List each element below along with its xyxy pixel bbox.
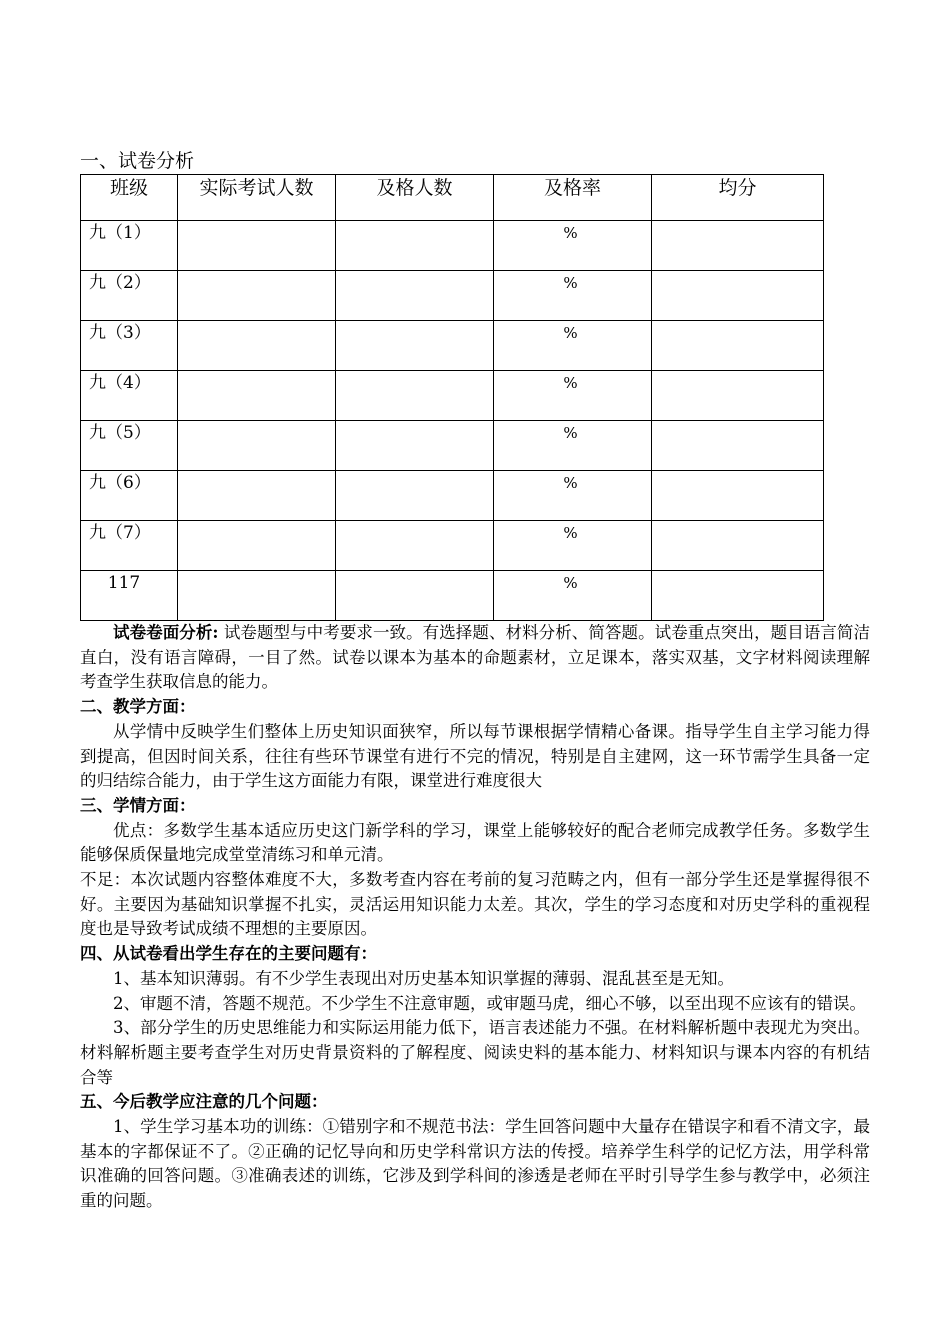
average-cell: [652, 271, 824, 321]
class-cell: 九（7）: [81, 521, 178, 571]
future-paragraph: 1、学生学习基本功的训练：①错别字和不规范书法：学生回答问题中大量存在错误字和看不清文字，最基本的字都保证不了。②正确的记忆导向和历史学科常识方法的传授。培养学生科学的记忆方法，用学科常识准确的回答问题。③准确表述的训练，它涉及到学科间的渗透是老师在平时引导学生参与教学中，必须注重的问题。: [80, 1117, 870, 1211]
table-row: [81, 421, 824, 471]
pass-count-cell: [336, 421, 494, 471]
pass-rate-cell: %: [494, 471, 652, 521]
pass-count-cell: [336, 521, 494, 571]
problem-item: 3、部分学生的历史思维能力和实际运用能力低下，语言表述能力不强。在材料解析题中表现尤为突出。材料解析题主要考查学生对历史背景资料的了解程度、阅读史料的基本能力、材料知识与课本内容的有机结合等: [80, 1018, 870, 1087]
table-row: [81, 271, 824, 321]
pass-rate-cell: %: [494, 571, 652, 621]
actual-count-cell: [178, 271, 336, 321]
actual-count-cell: [178, 421, 336, 471]
problem-item: 1、基本知识薄弱。有不少学生表现出对历史基本知识掌握的薄弱、混乱甚至是无知。: [113, 968, 734, 988]
document-page: [80, 148, 870, 1214]
average-cell: [652, 321, 824, 371]
score-table: [80, 174, 824, 621]
pass-count-cell: [336, 221, 494, 271]
class-cell: 九（5）: [81, 421, 178, 471]
teaching-paragraph: 从学情中反映学生们整体上历史知识面狭窄，所以每节课根据学情精心备课。指导学生自主学习能力得到提高，但因时间关系，往往有些环节课堂有进行不完的情况，特别是自主建网，这一环节需学生具备一定的归结综合能力，由于学生这方面能力有限，课堂进行难度很大: [80, 721, 870, 791]
actual-count-cell: [178, 221, 336, 271]
report-body: [80, 621, 870, 1214]
section-title-future: 五、今后教学应注意的几个问题：: [80, 1092, 328, 1112]
average-cell: [652, 571, 824, 621]
table-header-row: [81, 175, 824, 221]
pass-count-cell: [336, 321, 494, 371]
pass-rate-cell: %: [494, 221, 652, 271]
pass-rate-cell: %: [494, 371, 652, 421]
class-cell: 九（2）: [81, 271, 178, 321]
header-actual-count: 实际考试人数: [178, 175, 336, 221]
table-row: [81, 371, 824, 421]
problem-item: 2、审题不清，答题不规范。不少学生不注意审题，或审题马虎，细心不够，以至出现不应该有的错误。: [113, 993, 866, 1013]
pass-rate-cell: %: [494, 271, 652, 321]
section-title-exam-analysis: 一、试卷分析: [80, 150, 195, 172]
class-cell: 九（4）: [81, 371, 178, 421]
learning-weaknesses-paragraph: 不足：本次试题内容整体难度不大，多数考查内容在考前的复习范畴之内，但有一部分学生还是掌握得很不好。主要因为基础知识掌握不扎实，灵活运用知识能力太差。其次，学生的学习态度和对历史学科的重视程度也是导致考试成绩不理想的主要原因。: [80, 870, 870, 939]
actual-count-cell: [178, 571, 336, 621]
table-row: [81, 521, 824, 571]
learning-strengths-paragraph: 优点：多数学生基本适应历史这门新学科的学习，课堂上能够较好的配合老师完成教学任务。多数学生能够保质保量地完成堂堂清练习和单元清。: [80, 820, 870, 865]
class-cell: 九（3）: [81, 321, 178, 371]
pass-count-cell: [336, 471, 494, 521]
table-row: [81, 471, 824, 521]
average-cell: [652, 471, 824, 521]
table-row: [81, 221, 824, 271]
header-average: 均分: [652, 175, 824, 221]
class-cell: 九（6）: [81, 471, 178, 521]
analysis-text: 试卷题型与中考要求一致。有选择题、材料分析、简答题。试卷重点突出，题目语言简洁直白，没有语言障碍，一目了然。试卷以课本为基本的命题素材，立足课本，落实双基，文字材料阅读理解考查学生获取信息的能力。: [80, 623, 870, 692]
pass-count-cell: [336, 571, 494, 621]
average-cell: [652, 521, 824, 571]
table-row: [81, 571, 824, 621]
pass-rate-cell: %: [494, 521, 652, 571]
pass-count-cell: [336, 371, 494, 421]
section-title-problems: 四、从试卷看出学生存在的主要问题有：: [80, 944, 377, 964]
header-pass-rate: 及格率: [494, 175, 652, 221]
average-cell: [652, 421, 824, 471]
pass-count-cell: [336, 271, 494, 321]
section-title-teaching: 二、教学方面：: [80, 697, 196, 717]
section-title-learning: 三、学情方面：: [80, 795, 196, 815]
actual-count-cell: [178, 521, 336, 571]
analysis-paragraph: [80, 621, 870, 695]
actual-count-cell: [178, 371, 336, 421]
actual-count-cell: [178, 321, 336, 371]
pass-rate-cell: %: [494, 421, 652, 471]
average-cell: [652, 221, 824, 271]
total-cell: 117: [81, 571, 178, 621]
pass-rate-cell: %: [494, 321, 652, 371]
header-pass-count: 及格人数: [336, 175, 494, 221]
header-class: 班级: [81, 175, 178, 221]
table-row: [81, 321, 824, 371]
average-cell: [652, 371, 824, 421]
class-cell: 九（1）: [81, 221, 178, 271]
actual-count-cell: [178, 471, 336, 521]
analysis-label: 试卷卷面分析:: [113, 623, 219, 642]
